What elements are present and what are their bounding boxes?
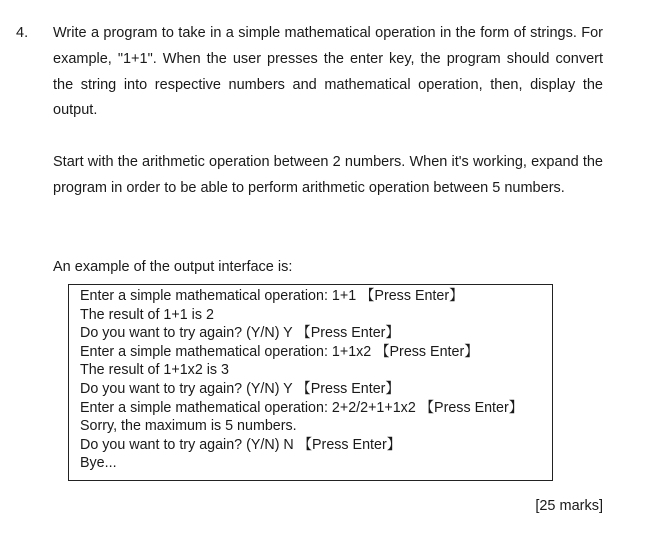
output-line: Bye...: [80, 455, 117, 472]
output-line: Do you want to try again? (Y/N) N 【Press Enter】: [80, 436, 402, 453]
example-intro: An example of the output interface is:: [53, 259, 293, 275]
output-line: Do you want to try again? (Y/N) Y 【Press Enter】: [80, 380, 400, 397]
output-line: The result of 1+1 is 2: [80, 306, 214, 323]
output-line: The result of 1+1x2 is 3: [80, 362, 230, 379]
example-output-box: [68, 284, 553, 481]
question-paragraph-1: Write a program to take in a simple mathematical operation in the form of strings. For example, "1+1". When the user presses the enter key, the program should convert the string into respective numbers and mathematical operation, then, display the output.: [53, 25, 603, 119]
output-line: Enter a simple mathematical operation: 1+1x2 【Press Enter】: [80, 343, 479, 360]
output-line: Enter a simple mathematical operation: 2+2/2+1+1x2 【Press Enter】: [80, 399, 524, 416]
output-line: Sorry, the maximum is 5 numbers.: [80, 418, 297, 435]
output-line: Do you want to try again? (Y/N) Y 【Press Enter】: [80, 325, 400, 342]
marks-label: [25 marks]: [535, 498, 603, 514]
output-line: Enter a simple mathematical operation: 1+1 【Press Enter】: [80, 288, 464, 304]
question-number: 4.: [16, 25, 29, 41]
question-paragraph-2: Start with the arithmetic operation between 2 numbers. When it's working, expand the program in order to be able to perform arithmetic operation between 5 numbers.: [53, 154, 603, 196]
